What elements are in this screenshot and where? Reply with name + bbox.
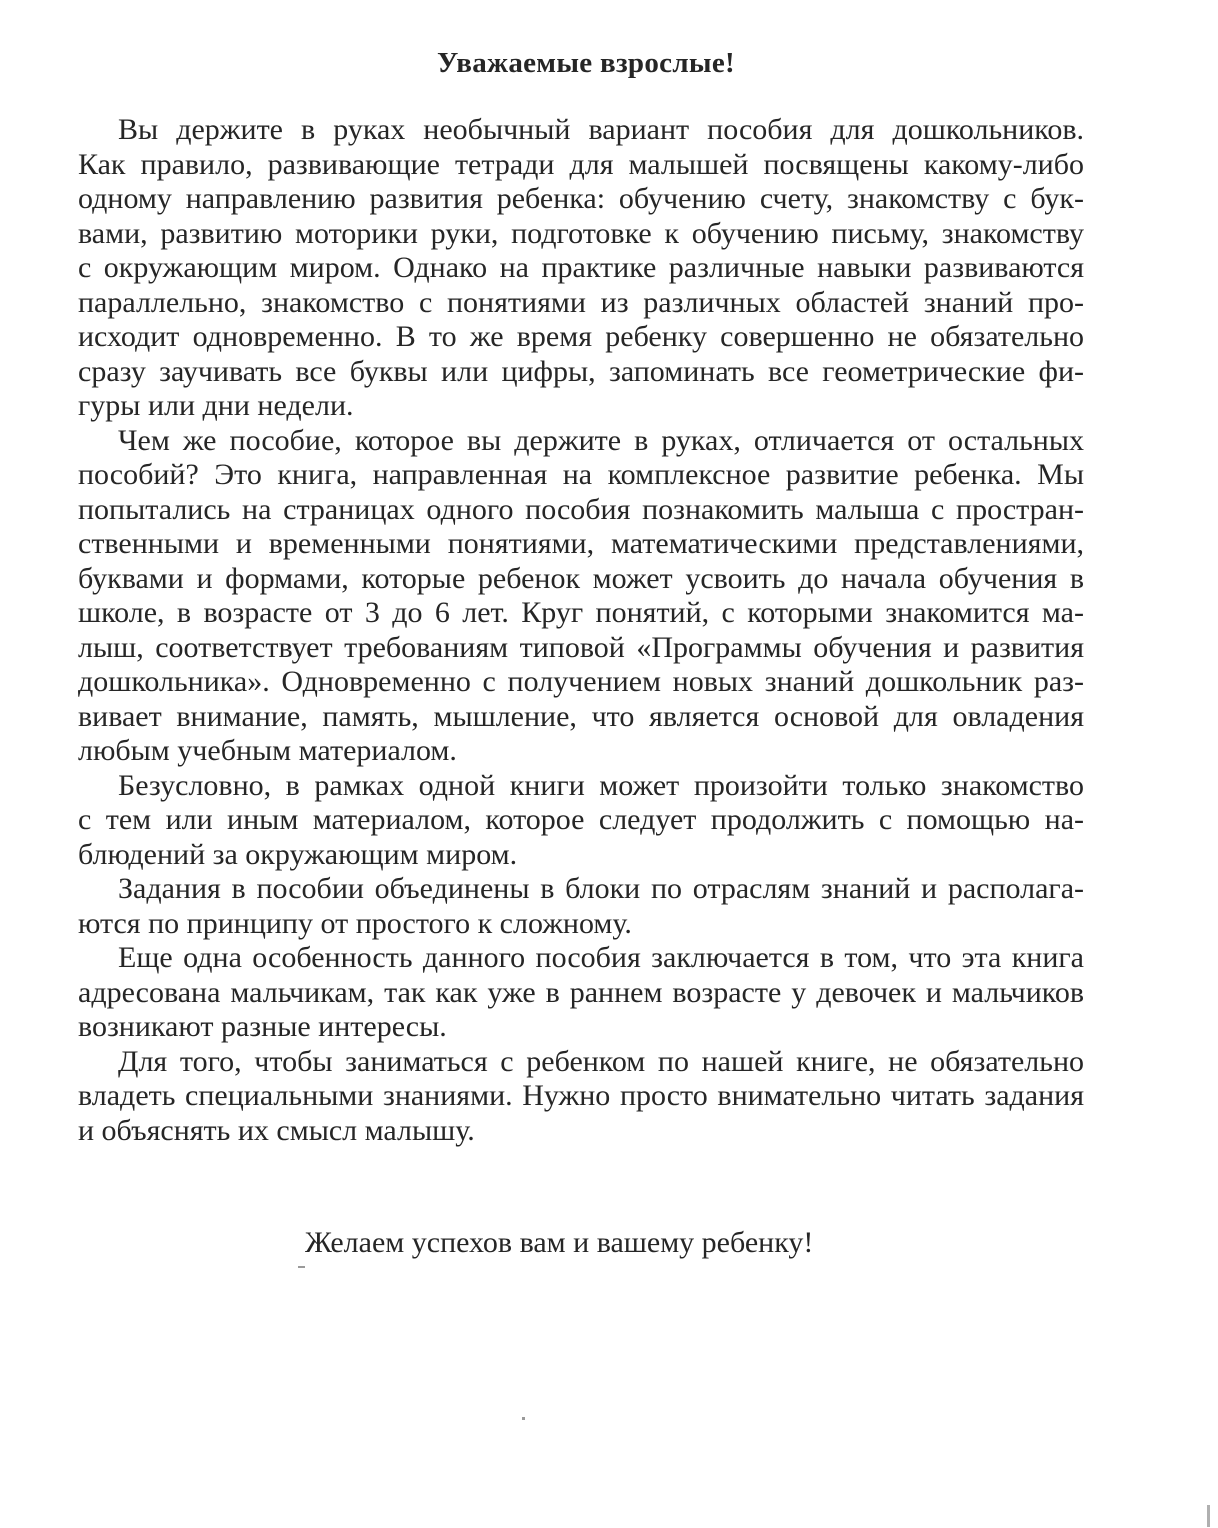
text-line: с окружающим миром. Однако на практике различные навыки развиваются	[78, 251, 1084, 284]
paragraph-6	[78, 1045, 1084, 1149]
text-line: лыш, соответствует требованиям типовой «Программы обучения и развития	[78, 630, 1084, 664]
text-line: блюдений за окружающим миром.	[78, 837, 518, 871]
text-line: ются по принципу от простого к сложному.	[78, 906, 632, 940]
text-line: Вы держите в руках необычный вариант пособия для дошкольников.	[118, 113, 1084, 146]
text-line: Безусловно, в рамках одной книги может произойти только знакомство	[118, 768, 1084, 802]
paragraph-3	[78, 769, 1084, 873]
paragraph-5	[78, 941, 1084, 1045]
text-line: Задания в пособии объединены в блоки по отраслям знаний и располага-	[118, 872, 1084, 905]
text-line: параллельно, знакомство с понятиями из различных областей знаний про-	[78, 285, 1084, 319]
text-line: владеть специальными знаниями. Нужно просто внимательно читать задания	[78, 1079, 1084, 1112]
text-line: возникают разные интересы.	[78, 1010, 447, 1043]
text-line: адресована мальчикам, так как уже в раннем возрасте у девочек и мальчиков	[78, 975, 1084, 1009]
text-line: вами, развитию моторики руки, подготовке к обучению письму, знакомству	[78, 216, 1084, 250]
text-line: Как правило, развивающие тетради для малышей посвящены какому-либо	[78, 147, 1084, 181]
scan-speck	[298, 1266, 305, 1268]
closing-wish: Желаем успехов вам и вашему ребенку!	[305, 1226, 814, 1259]
scan-edge-mark	[1207, 1505, 1210, 1527]
page-title: Уважаемые взрослые!	[437, 47, 735, 79]
paragraph-2	[78, 424, 1084, 769]
text-line: любым учебным материалом.	[78, 734, 457, 767]
text-line: гуры или дни недели.	[78, 389, 354, 422]
text-line: дошкольника». Одновременно с получением новых знаний дошкольник раз-	[78, 665, 1084, 698]
text-line: вивает внимание, память, мышление, что является основой для овладения	[78, 699, 1084, 733]
text-line: Чем же пособие, которое вы держите в руках, отличается от остальных	[118, 423, 1084, 457]
body-text	[78, 113, 1084, 1148]
scan-speck	[522, 1417, 525, 1420]
text-line: сразу заучивать все буквы или цифры, запоминать все геометрические фи-	[78, 354, 1084, 388]
text-line: исходит одновременно. В то же время ребенку совершенно не обязательно	[78, 320, 1084, 353]
text-line: пособий? Это книга, направленная на комплексное развитие ребенка. Мы	[78, 458, 1084, 491]
text-line: Еще одна особенность данного пособия заключается в том, что эта книга	[118, 941, 1084, 974]
paragraph-4	[78, 872, 1084, 941]
text-line: одному направлению развития ребенка: обучению счету, знакомству с бук-	[78, 182, 1084, 215]
text-line: попытались на страницах одного пособия познакомить малыша с простран-	[78, 492, 1084, 526]
text-line: школе, в возрасте от 3 до 6 лет. Круг понятий, с которыми знакомится ма-	[78, 596, 1084, 629]
paragraph-1	[78, 113, 1084, 424]
text-line: и объяснять их смысл малышу.	[78, 1113, 475, 1147]
text-line: ственными и временными понятиями, математическими представлениями,	[78, 527, 1084, 560]
text-line: буквами и формами, которые ребенок может усвоить до начала обучения в	[78, 561, 1084, 595]
text-line: Для того, чтобы заниматься с ребенком по нашей книге, не обязательно	[118, 1044, 1084, 1078]
text-line: с тем или иным материалом, которое следует продолжить с помощью на-	[78, 803, 1084, 836]
